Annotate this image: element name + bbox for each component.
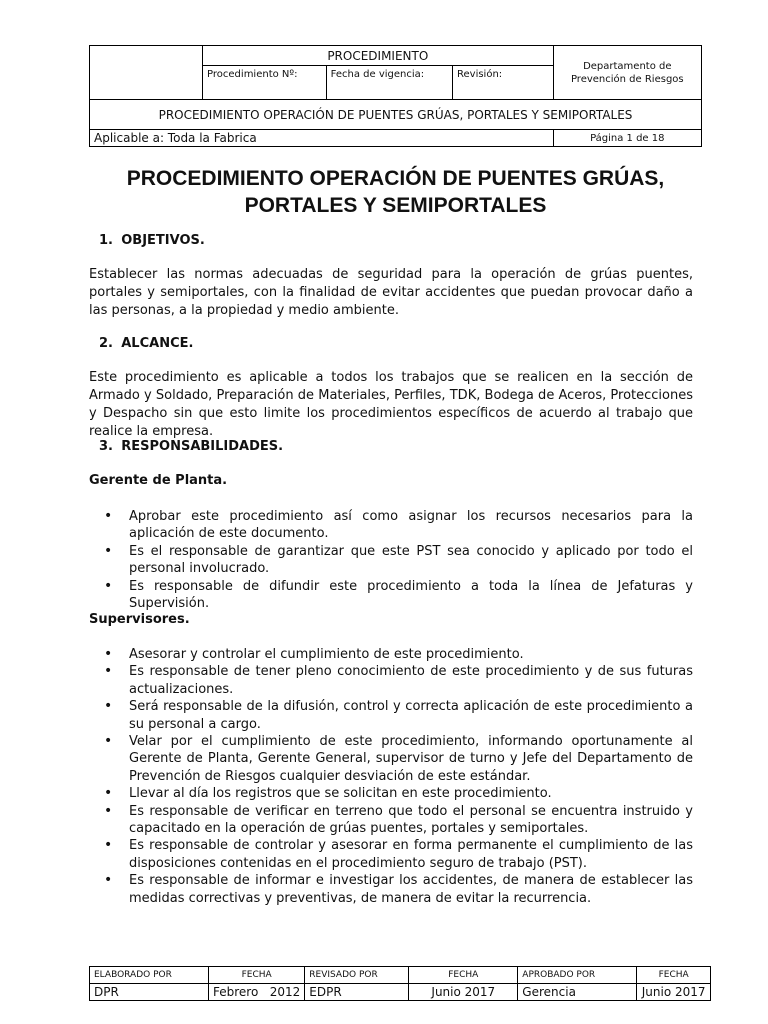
section-alcance-text: Este procedimiento es aplicable a todos los trabajos que se realicen en la sección de Armado y Soldado, Preparación de Materiales, Perfiles, TDK, Bodega de Aceros, Protecciones y Despacho sin que esto limite los procedimientos específicos de acuerdo al trabajo que realice la empresa. (89, 370, 693, 439)
footer-fecha1-label: FECHA (209, 967, 305, 984)
section-objetivos-heading (99, 233, 205, 248)
list-item: • Velar por el cumplimiento de este procedimiento, informando oportunamente al Gerente de Planta, Gerente General, supervisor de turno y Jefe del Departamento de Prevención de Riesgos cualquier desviación de este estándar. (89, 733, 693, 785)
document-footer-table (89, 966, 711, 1001)
header-procedimiento-no: Procedimiento Nº: (203, 66, 327, 100)
footer-elaborado-label: ELABORADO POR (90, 967, 209, 984)
document-header-table (89, 45, 702, 147)
list-item: • Será responsable de la difusión, control y correcta aplicación de este procedimiento a su personal a cargo. (89, 698, 693, 733)
section-objetivos-text: Establecer las normas adecuadas de seguridad para la operación de grúas puentes, portales y semiportales, con la finalidad de evitar accidentes que puedan provocar daño a las personas, a la propiedad y medio ambiente. (89, 267, 693, 318)
header-procedimiento: PROCEDIMIENTO (203, 46, 554, 66)
page-title-line1: PROCEDIMIENTO OPERACIÓN DE PUENTES GRÚAS, (126, 167, 665, 190)
footer-revisado-value: EDPR (305, 984, 409, 1001)
list-item: • Asesorar y controlar el cumplimiento de este procedimiento. (89, 646, 693, 663)
footer-aprobado-value: Gerencia (518, 984, 637, 1001)
footer-fecha3-label: FECHA (637, 967, 711, 984)
list-item: • Llevar al día los registros que se solicitan en este procedimiento. (89, 785, 693, 802)
page-title (89, 165, 702, 219)
gerente-list (89, 508, 693, 612)
list-item: • Aprobar este procedimiento así como asignar los recursos necesarios para la aplicación de este documento. (89, 508, 693, 543)
header-aplicable: Aplicable a: Toda la Fabrica (90, 130, 554, 147)
page-title-line2: PORTALES Y SEMIPORTALES (244, 194, 547, 217)
section-responsabilidades-heading (99, 439, 283, 454)
supervisores-heading: Supervisores. (89, 612, 190, 627)
footer-aprobado-label: APROBADO POR (518, 967, 637, 984)
footer-fecha2-value: Junio 2017 (409, 984, 518, 1001)
header-logo-cell (90, 46, 203, 100)
list-item: • Es responsable de difundir este procedimiento a toda la línea de Jefaturas y Supervisión. (89, 578, 693, 613)
gerente-heading: Gerente de Planta. (89, 473, 228, 488)
section-title: OBJETIVOS. (121, 233, 205, 248)
list-item: • Es responsable de verificar en terreno que todo el personal se encuentra instruido y capacitado en la operación de grúas puentes, portales y semiportales. (89, 803, 693, 838)
supervisores-list (89, 646, 693, 907)
header-title: PROCEDIMIENTO OPERACIÓN DE PUENTES GRÚAS, PORTALES Y SEMIPORTALES (90, 100, 702, 130)
header-revision: Revisión: (453, 66, 554, 100)
header-pagina: Página 1 de 18 (553, 130, 701, 147)
footer-fecha3-value: Junio 2017 (637, 984, 711, 1001)
header-departamento: Departamento de Prevención de Riesgos (553, 46, 701, 100)
list-item: • Es responsable de tener pleno conocimiento de este procedimiento y de sus futuras actualizaciones. (89, 663, 693, 698)
footer-fecha1-value: Febrero 2012 (209, 984, 305, 1001)
list-item: • Es el responsable de garantizar que este PST sea conocido y aplicado por todo el personal involucrado. (89, 543, 693, 578)
footer-revisado-label: REVISADO POR (305, 967, 409, 984)
section-alcance-heading (99, 336, 193, 351)
header-fecha-vigencia: Fecha de vigencia: (326, 66, 452, 100)
list-item: • Es responsable de controlar y asesorar en forma permanente el cumplimiento de las disposiciones contenidas en el procedimiento seguro de trabajo (PST). (89, 837, 693, 872)
section-number: 3. (99, 439, 113, 454)
footer-elaborado-value (90, 984, 209, 1001)
footer-fecha2-label: FECHA (409, 967, 518, 984)
section-number: 2. (99, 336, 113, 351)
section-title: ALCANCE. (121, 336, 194, 351)
footer-elaborado-text: DPR (94, 985, 119, 999)
list-item: • Es responsable de informar e investigar los accidentes, de manera de establecer las medidas correctivas y preventivas, de manera de evitar la recurrencia. (89, 872, 693, 907)
section-title: RESPONSABILIDADES. (121, 439, 284, 454)
section-number: 1. (99, 233, 113, 248)
